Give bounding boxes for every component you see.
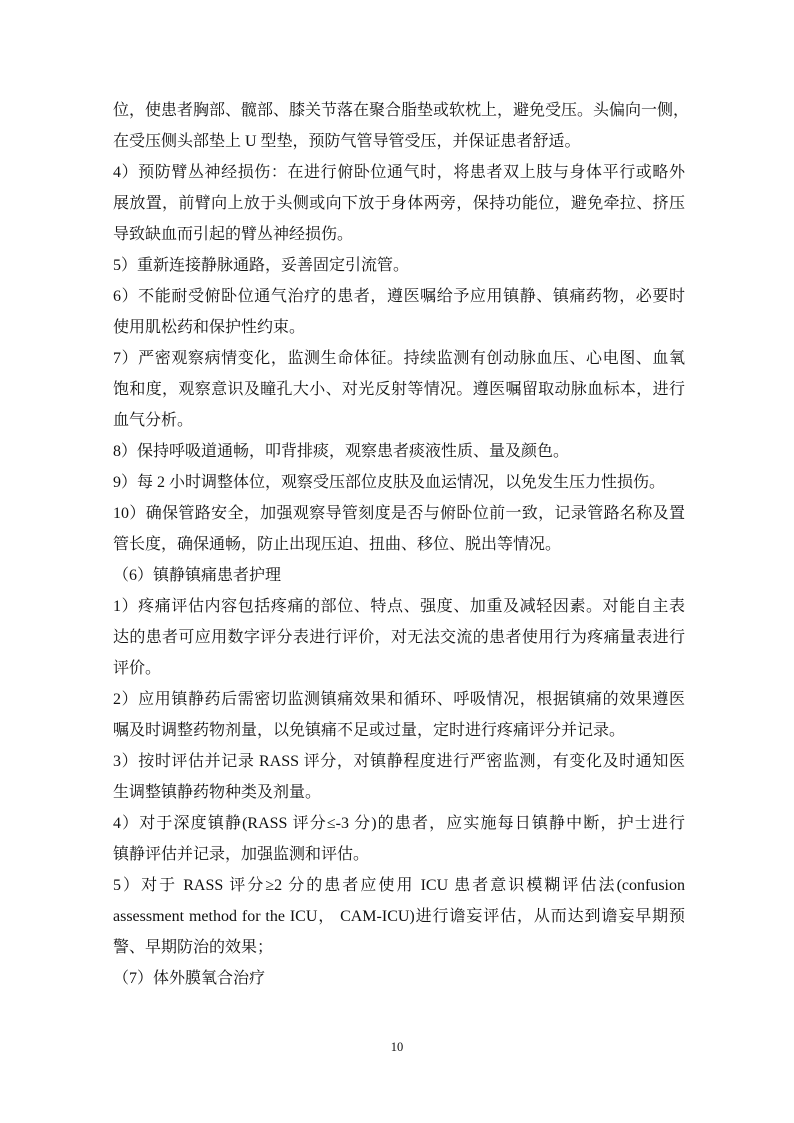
text-line: 警、早期防治的效果； <box>113 939 274 956</box>
text-line: 位，使患者胸部、髋部、膝关节落在聚合脂垫或软枕上，避免受压。头偏向一侧， <box>113 102 690 119</box>
text-line: assessment method for the ICU， CAM-ICU)进行谵妄评估，从而达到谵妄早期预 <box>113 908 685 925</box>
text-line: 评价。 <box>113 660 162 677</box>
text-line: 使用肌松药和保护性约束。 <box>113 319 306 336</box>
text-line: 10）确保管路安全，加强观察导管刻度是否与俯卧位前一致，记录管路名称及置 <box>113 505 685 522</box>
text-line: （7）体外膜氧合治疗 <box>113 970 266 987</box>
body-text <box>113 95 690 994</box>
text-line: 达的患者可应用数字评分表进行评价，对无法交流的患者使用行为疼痛量表进行 <box>113 629 685 646</box>
text-line: 6）不能耐受俯卧位通气治疗的患者，遵医嘱给予应用镇静、镇痛药物，必要时 <box>113 288 685 305</box>
text-line: 饱和度，观察意识及瞳孔大小、对光反射等情况。遵医嘱留取动脉血标本，进行 <box>113 381 685 398</box>
text-line: 展放置，前臂向上放于头侧或向下放于身体两旁，保持功能位，避免牵拉、挤压 <box>113 195 685 212</box>
text-line: 嘱及时调整药物剂量，以免镇痛不足或过量，定时进行疼痛评分并记录。 <box>113 722 626 739</box>
text-line: 生调整镇静药物种类及剂量。 <box>113 784 322 801</box>
text-line: 8）保持呼吸道通畅，叩背排痰，观察患者痰液性质、量及颜色。 <box>113 443 570 460</box>
text-line: 3）按时评估并记录 RASS 评分，对镇静程度进行严密监测，有变化及时通知医 <box>113 753 685 770</box>
text-line: 管长度，确保通畅，防止出现压迫、扭曲、移位、脱出等情况。 <box>113 536 562 553</box>
page-number: 10 <box>390 1040 404 1054</box>
text-line: 4）预防臂丛神经损伤：在进行俯卧位通气时，将患者双上肢与身体平行或略外 <box>113 164 685 181</box>
text-line: 7）严密观察病情变化，监测生命体征。持续监测有创动脉血压、心电图、血氧 <box>113 350 685 367</box>
text-line: 镇静评估并记录，加强监测和评估。 <box>113 846 370 863</box>
text-line: 2）应用镇静药后需密切监测镇痛效果和循环、呼吸情况，根据镇痛的效果遵医 <box>113 691 685 708</box>
text-line: 9）每 2 小时调整体位，观察受压部位皮肤及血运情况，以免发生压力性损伤。 <box>113 474 666 491</box>
text-line: 在受压侧头部垫上 U 型垫，预防气管导管受压，并保证患者舒适。 <box>113 133 581 150</box>
text-line: 1）疼痛评估内容包括疼痛的部位、特点、强度、加重及减轻因素。对能自主表 <box>113 598 685 615</box>
text-line: 4）对于深度镇静(RASS 评分≤-3 分)的患者，应实施每日镇静中断，护士进行 <box>113 815 685 832</box>
text-line: （6）镇静镇痛患者护理 <box>113 567 282 584</box>
text-line: 导致缺血而引起的臂丛神经损伤。 <box>113 226 354 243</box>
text-line: 5）对于 RASS 评分≥2 分的患者应使用 ICU 患者意识模糊评估法(confusion <box>113 877 685 894</box>
text-line: 5）重新连接静脉通路，妥善固定引流管。 <box>113 257 410 274</box>
text-line: 血气分析。 <box>113 412 194 429</box>
